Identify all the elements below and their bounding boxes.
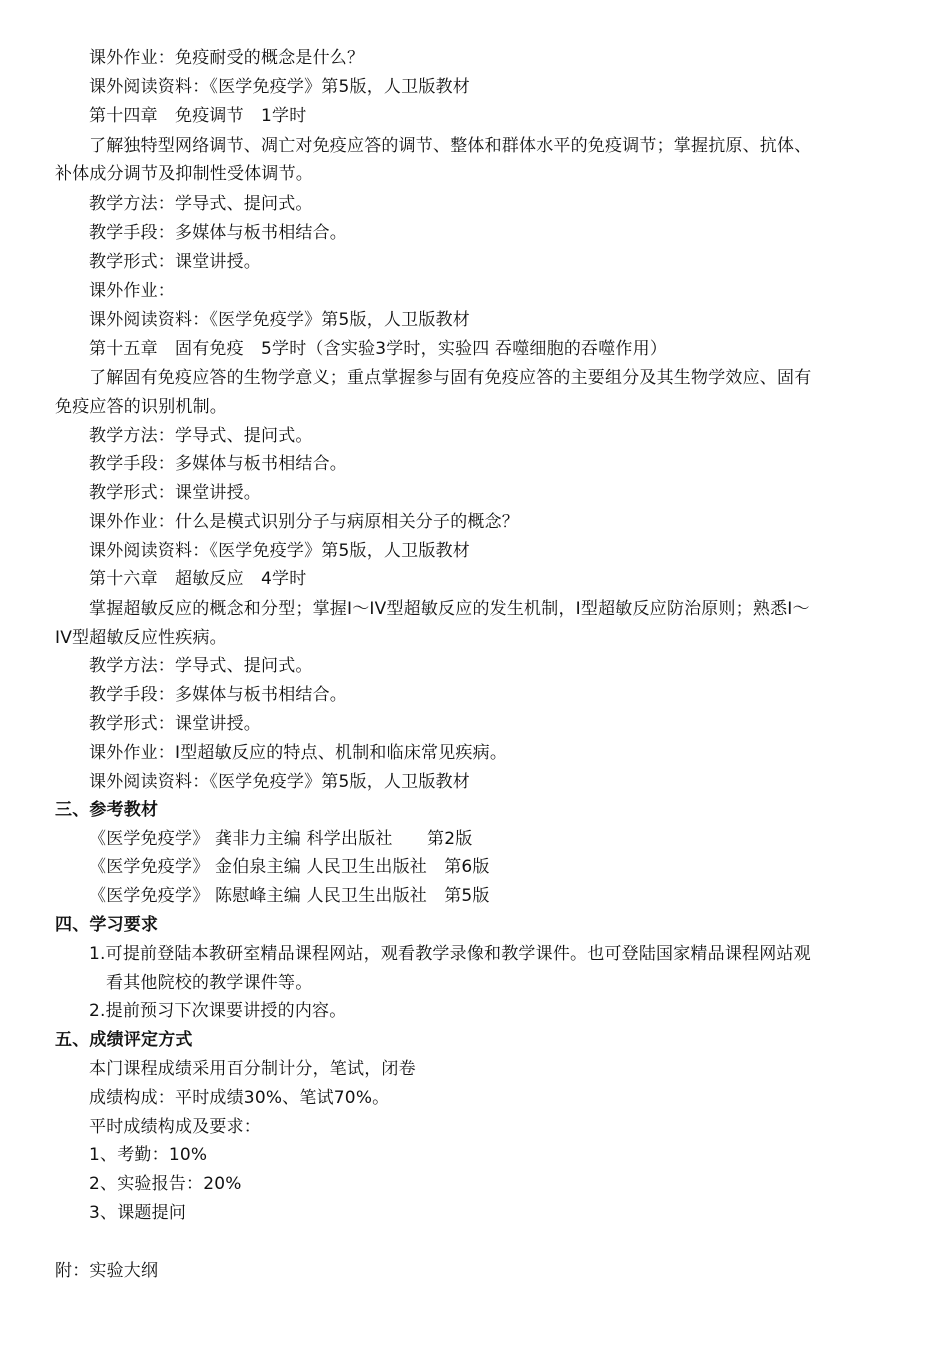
chapter-heading: 第十五章 固有免疫 5学时（含实验3学时，实验四 吞噬细胞的吞噬作用）	[89, 339, 668, 359]
paragraph-line: 了解固有免疫应答的生物学意义；重点掌握参与固有免疫应答的主要组分及其生物学效应、固有	[89, 368, 812, 388]
text-line: 课外作业：什么是模式识别分子与病原相关分子的概念？	[89, 512, 519, 532]
text-line: 课外作业：I型超敏反应的特点、机制和临床常见疾病。	[89, 743, 508, 763]
text-line: 教学手段：多媒体与板书相结合。	[89, 685, 347, 705]
section-heading: 五、成绩评定方式	[55, 1030, 193, 1050]
paragraph-line: 免疫应答的识别机制。	[55, 397, 227, 417]
reference-item: 《医学免疫学》 金伯泉主编 人民卫生出版社 第6版	[89, 857, 490, 877]
text-line: 课外阅读资料：《医学免疫学》第5版，人卫版教材	[89, 310, 470, 330]
text-line: 教学手段：多媒体与板书相结合。	[89, 454, 347, 474]
reference-item: 《医学免疫学》 龚非力主编 科学出版社 第2版	[89, 829, 473, 849]
text-line: 教学方法：学导式、提问式。	[89, 426, 313, 446]
list-item: 2.提前预习下次课要讲授的内容。	[89, 1001, 347, 1021]
text-line: 课外作业：免疫耐受的概念是什么？	[89, 48, 365, 68]
paragraph-line: 补体成分调节及抑制性受体调节。	[55, 164, 313, 184]
list-item: 1.可提前登陆本教研室精品课程网站，观看教学录像和教学课件。也可登陆国家精品课程网站观	[89, 944, 811, 964]
chapter-heading: 第十四章 免疫调节 1学时	[89, 106, 307, 126]
appendix-note: 附：实验大纲	[55, 1261, 159, 1281]
list-item: 2、实验报告：20%	[89, 1174, 242, 1194]
text-line: 教学形式：课堂讲授。	[89, 483, 261, 503]
text-line: 课外阅读资料：《医学免疫学》第5版，人卫版教材	[89, 77, 470, 97]
text-line: 教学方法：学导式、提问式。	[89, 194, 313, 214]
list-item: 1、考勤：10%	[89, 1145, 208, 1165]
text-line: 课外阅读资料：《医学免疫学》第5版，人卫版教材	[89, 541, 470, 561]
text-line: 教学形式：课堂讲授。	[89, 252, 261, 272]
text-line: 课外阅读资料：《医学免疫学》第5版，人卫版教材	[89, 772, 470, 792]
text-line: 成绩构成：平时成绩30%、笔试70%。	[89, 1088, 390, 1108]
list-item-continuation: 看其他院校的教学课件等。	[106, 973, 313, 993]
paragraph-line: IV型超敏反应性疾病。	[55, 628, 227, 648]
list-item: 3、课题提问	[89, 1203, 187, 1223]
text-line: 教学方法：学导式、提问式。	[89, 656, 313, 676]
reference-item: 《医学免疫学》 陈慰峰主编 人民卫生出版社 第5版	[89, 886, 490, 906]
text-line: 课外作业：	[89, 281, 175, 301]
text-line: 本门课程成绩采用百分制计分，笔试，闭卷	[89, 1059, 416, 1079]
paragraph-line: 了解独特型网络调节、凋亡对免疫应答的调节、整体和群体水平的免疫调节；掌握抗原、抗体、	[89, 136, 812, 156]
section-heading: 三、参考教材	[55, 800, 159, 820]
text-line: 教学形式：课堂讲授。	[89, 714, 261, 734]
paragraph-line: 掌握超敏反应的概念和分型；掌握I～IV型超敏反应的发生机制，I型超敏反应防治原则；熟悉I～	[89, 599, 810, 619]
chapter-heading: 第十六章 超敏反应 4学时	[89, 569, 307, 589]
text-line: 教学手段：多媒体与板书相结合。	[89, 223, 347, 243]
section-heading: 四、学习要求	[55, 915, 159, 935]
text-line: 平时成绩构成及要求：	[89, 1117, 261, 1137]
